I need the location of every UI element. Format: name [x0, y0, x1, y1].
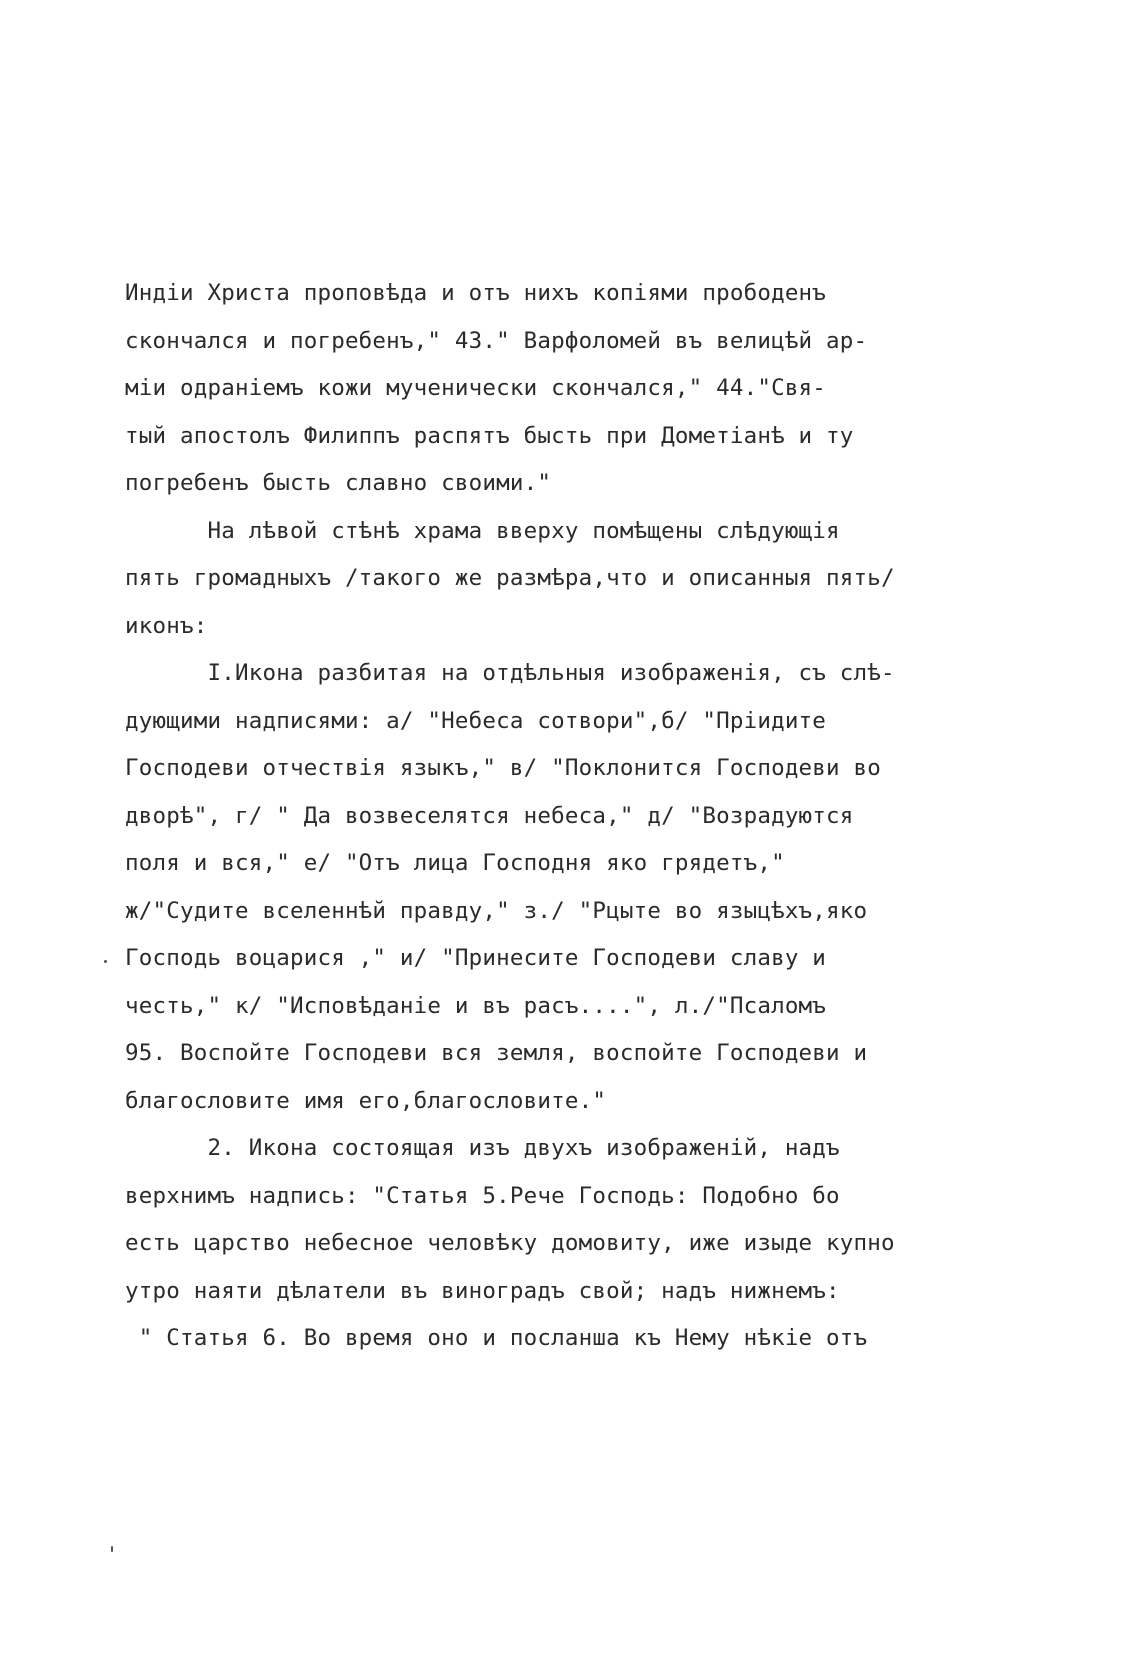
text-line: утро наяти дѣлатели въ виноградъ свой; надъ нижнемъ:	[125, 1277, 840, 1304]
text-line: Индiи Христа проповѣда и отъ нихъ копiями прободенъ	[125, 280, 827, 306]
text-line: мiи одранiемъ кожи мученически скончался," 44."Свя-	[125, 375, 827, 401]
text-line: честь," к/ "Исповѣданiе и въ расъ....", л./"Псаломъ	[125, 992, 827, 1019]
text-line: Господь воцарися ," и/ "Принесите Господеви славу и	[125, 945, 827, 971]
text-line: I.Икона разбитая на отдѣльныя изображенiя, съ слѣ-	[125, 660, 895, 686]
scan-speck	[104, 960, 107, 963]
scan-speck	[111, 1546, 113, 1552]
text-line: верхнимъ надпись: "Статья 5.Рече Господь: Подобно бо	[125, 1182, 840, 1209]
text-line: пять громадныхъ /такого же размѣра,что и описанныя пять/	[125, 565, 895, 591]
text-line: тый апостолъ Филиппъ распятъ бысть при Дометiанѣ и ту	[125, 422, 854, 449]
document-body	[125, 270, 1005, 1363]
text-line: ж/"Судите вселеннѣй правду," з./ "Рцыте во языцѣхъ,яко	[125, 897, 868, 924]
text-line: дворѣ", г/ " Да возвеселятся небеса," д/ "Возрадуются	[125, 802, 854, 829]
text-line: Господеви отчествiя языкъ," в/ "Поклонится Господеви во	[125, 755, 882, 781]
text-line: 2. Икона состоящая изъ двухъ изображенiй, надъ	[125, 1135, 840, 1161]
text-line: погребенъ бысть славно своими."	[125, 470, 552, 496]
text-line: поля и вся," е/ "Отъ лица Господня яко грядетъ,"	[125, 850, 785, 876]
text-line: 95. Воспойте Господеви вся земля, воспойте Господеви и	[125, 1040, 868, 1066]
text-line: На лѣвой стѣнѣ храма вверху помѣщены слѣдующiя	[125, 517, 840, 544]
text-line: иконъ:	[125, 612, 208, 639]
text-line: скончался и погребенъ," 43." Варфоломей въ велицѣй ар-	[125, 327, 868, 354]
text-line: есть царство небесное человѣку домовиту, иже изыде купно	[125, 1230, 895, 1256]
text-line: " Статья 6. Во время оно и посланша къ Нему нѣкiе отъ	[125, 1325, 868, 1351]
text-line: дующими надписями: а/ "Небеса сотвори",б/ "Прiидите	[125, 707, 827, 734]
text-line: благословите имя его,благословите."	[125, 1087, 607, 1114]
